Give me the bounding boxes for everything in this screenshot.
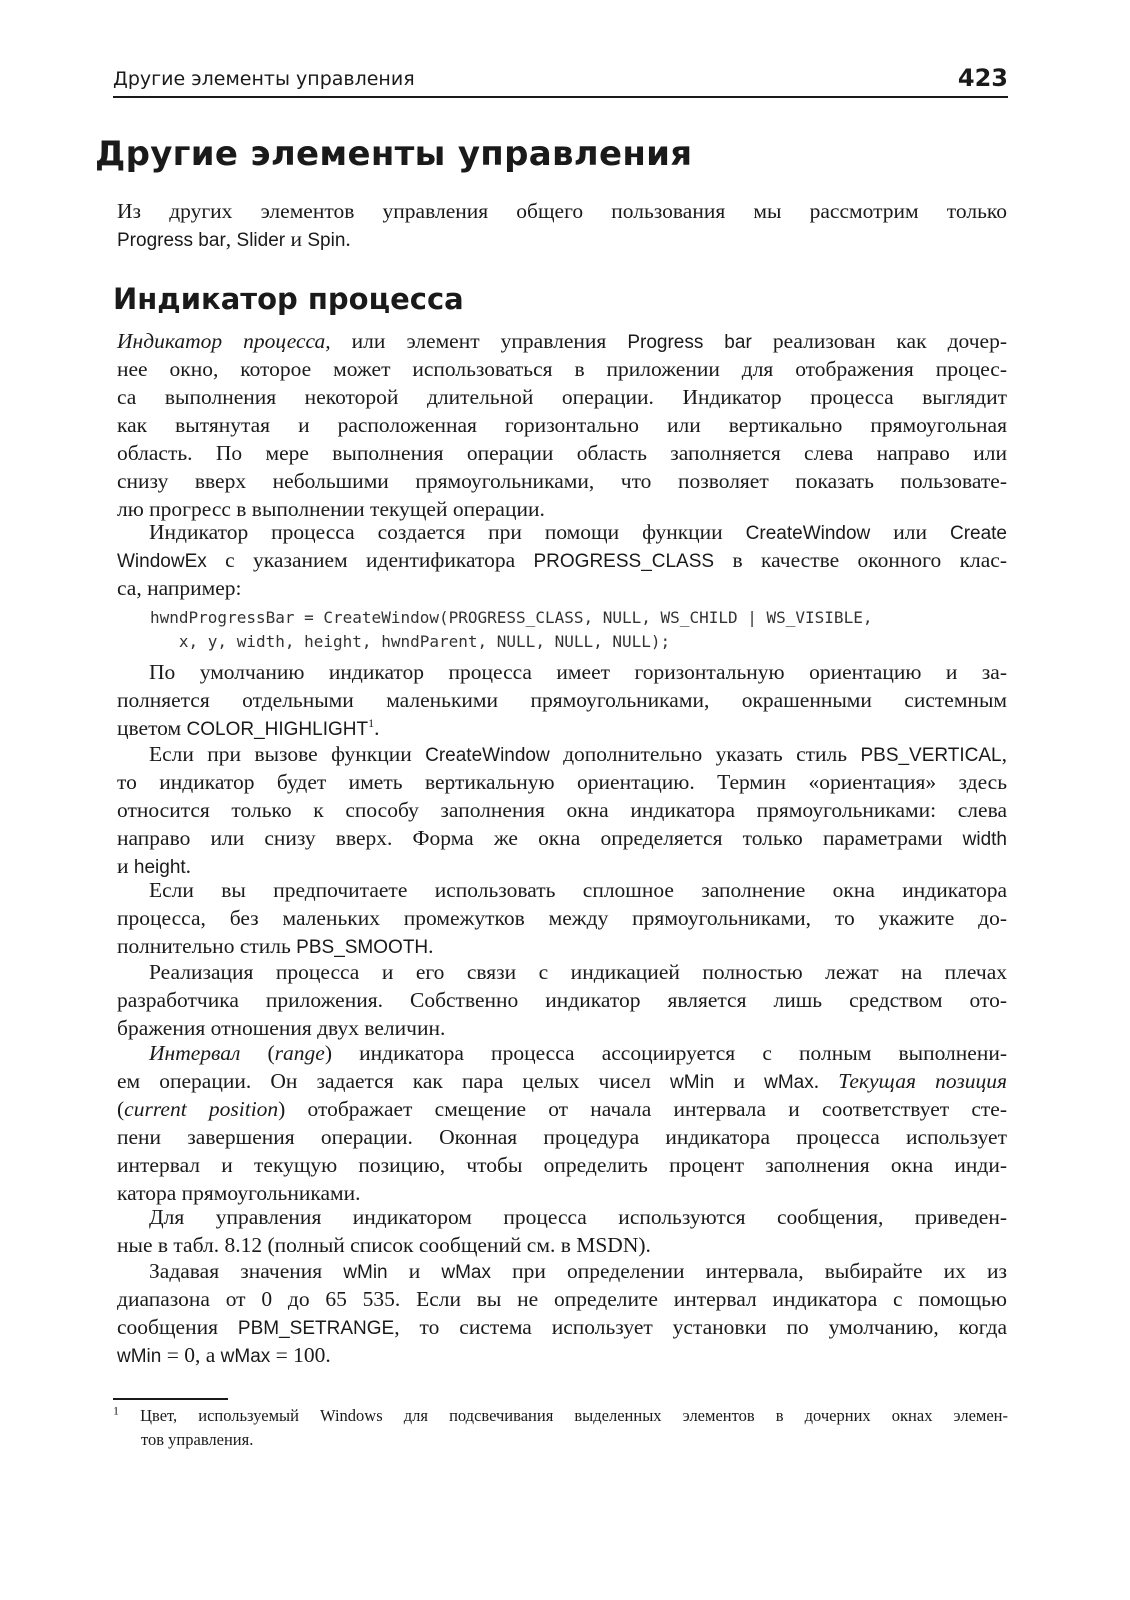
- text-line: разработчика приложения. Собственно индикатор является лишь средством ото-: [117, 988, 1007, 1012]
- text-line: Индикатор процесса создается при помощи функции CreateWindow или Create: [149, 520, 1007, 544]
- text-line: процесса, без маленьких промежутков между прямоугольниками, то укажите до-: [117, 906, 1007, 930]
- paragraph-6: [117, 958, 1007, 1042]
- text-line: Индикатор процесса, или элемент управления Progress bar реализован как дочер-: [117, 329, 1007, 353]
- footnote-reference: 1: [368, 715, 375, 730]
- text-line: бражения отношения двух величин.: [117, 1016, 446, 1040]
- text-line: интервал и текущую позицию, чтобы определить процент заполнения окна инди-: [117, 1153, 1007, 1177]
- text-line: полняется отдельными маленькими прямоугольниками, окрашенными системным: [117, 688, 1007, 712]
- page-number: 423: [957, 64, 1008, 92]
- running-title: Другие элементы управления: [113, 68, 415, 90]
- text-line: wMin = 0, а wMax = 100.: [117, 1343, 331, 1367]
- subsection-title: Индикатор процесса: [113, 282, 464, 316]
- section-title: Другие элементы управления: [95, 134, 693, 174]
- paragraph-7: [117, 1039, 1007, 1207]
- code-line: hwndProgressBar = CreateWindow(PROGRESS_CLASS, NULL, WS_CHILD | WS_VISIBLE,: [150, 608, 873, 627]
- paragraph-9: [117, 1257, 1007, 1369]
- text-line: лю прогресс в выполнении текущей операции.: [117, 497, 545, 521]
- text-line: Progress bar, Slider и Spin.: [117, 227, 351, 251]
- code-line: x, y, width, height, hwndParent, NULL, NULL, NULL);: [150, 632, 671, 651]
- paragraph-3: [117, 658, 1007, 742]
- text-line: снизу вверх небольшими прямоугольниками, что позволяет показать пользовате-: [117, 469, 1007, 493]
- text-line: Задавая значения wMin и wMax при определении интервала, выбирайте их из: [149, 1259, 1007, 1283]
- footnote: [113, 1404, 1008, 1452]
- text-line: са выполнения некоторой длительной операции. Индикатор процесса выглядит: [117, 385, 1007, 409]
- paragraph-8: [117, 1203, 1007, 1259]
- text-line: Реализация процесса и его связи с индикацией полностью лежат на плечах: [149, 960, 1007, 984]
- text-line: цветом COLOR_HIGHLIGHT$^1$.: [117, 715, 380, 740]
- text-line: Если вы предпочитаете использовать сплошное заполнение окна индикатора: [149, 878, 1007, 902]
- text-line: (current position) отображает смещение от начала интервала и соответствует сте-: [117, 1097, 1007, 1121]
- paragraph-4: [117, 740, 1007, 880]
- text-line: направо или снизу вверх. Форма же окна определяется только параметрами width: [117, 826, 1007, 850]
- footnote-line: тов управления.: [141, 1430, 254, 1449]
- footnote-marker: 1: [113, 1403, 119, 1418]
- text-line: диапазона от 0 до 65 535. Если вы не определите интервал индикатора с помощью: [117, 1287, 1007, 1311]
- text-line: катора прямоугольниками.: [117, 1181, 361, 1205]
- footnote-divider: [113, 1398, 228, 1400]
- text-line: Интервал (range) индикатора процесса ассоциируется с полным выполнени-: [149, 1041, 1008, 1065]
- running-header: [113, 62, 1008, 98]
- text-line: сообщения PBM_SETRANGE, то система использует установки по умолчанию, когда: [117, 1315, 1007, 1339]
- text-line: то индикатор будет иметь вертикальную ориентацию. Термин «ориентация» здесь: [117, 770, 1007, 794]
- text-line: WindowEx с указанием идентификатора PROGRESS_CLASS в качестве оконного клас-: [117, 548, 1007, 572]
- text-line: Для управления индикатором процесса используются сообщения, приведен-: [149, 1205, 1007, 1229]
- text-line: и height.: [117, 854, 192, 878]
- text-line: ные в табл. 8.12 (полный список сообщений см. в MSDN).: [117, 1233, 651, 1257]
- text-line: относится только к способу заполнения окна индикатора прямоугольниками: слева: [117, 798, 1007, 822]
- text-line: полнительно стиль PBS_SMOOTH.: [117, 934, 434, 958]
- intro-paragraph: [117, 197, 1007, 253]
- text-line: ем операции. Он задается как пара целых чисел wMin и wMax. Текущая позиция: [117, 1069, 1007, 1093]
- text-line: Если при вызове функции CreateWindow дополнительно указать стиль PBS_VERTICAL,: [149, 742, 1007, 766]
- paragraph-1: [117, 327, 1007, 523]
- text-line: область. По мере выполнения операции область заполняется слева направо или: [117, 441, 1007, 465]
- footnote-line: $^1$ Цвет, используемый Windows для подсвечивания выделенных элементов в дочерних окнах элемен-: [113, 1403, 1008, 1425]
- text-line: Из других элементов управления общего пользования мы рассмотрим только: [117, 199, 1007, 223]
- text-line: По умолчанию индикатор процесса имеет горизонтальную ориентацию и за-: [149, 660, 1007, 684]
- paragraph-2: [117, 518, 1007, 602]
- text-line: пени завершения операции. Оконная процедура индикатора процесса использует: [117, 1125, 1007, 1149]
- text-line: как вытянутая и расположенная горизонтально или вертикально прямоугольная: [117, 413, 1007, 437]
- code-snippet: [150, 606, 872, 654]
- paragraph-5: [117, 876, 1007, 960]
- text-line: са, например:: [117, 576, 242, 600]
- text-line: нее окно, которое может использоваться в приложении для отображения процес-: [117, 357, 1007, 381]
